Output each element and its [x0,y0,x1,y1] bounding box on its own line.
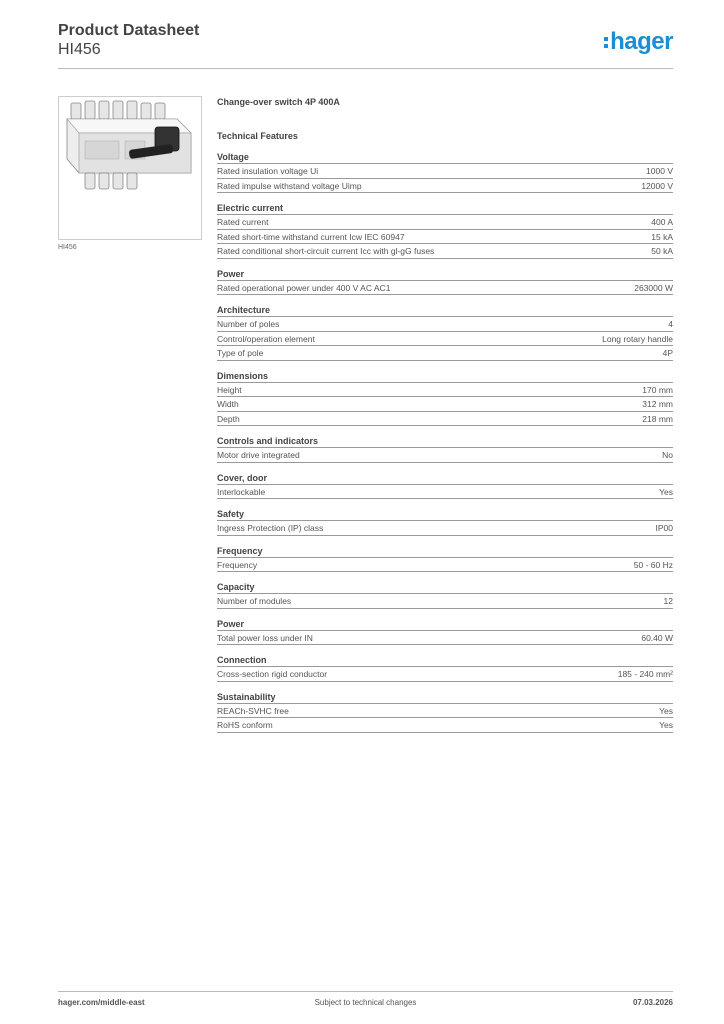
section-title: Cover, door [217,472,673,485]
feature-row [217,317,673,332]
logo-dots-icon [604,37,608,48]
feature-label: REACh-SVHC free [217,705,289,716]
feature-section [217,370,673,427]
feature-section [217,472,673,500]
footer-divider [58,991,673,992]
change-over-switch-icon [59,97,201,239]
feature-label: Ingress Protection (IP) class [217,523,324,533]
feature-label: Number of poles [217,319,280,329]
feature-row [217,704,673,719]
feature-value: 263000 W [634,282,673,293]
feature-label: Frequency [217,559,258,570]
feature-value: 12 [663,596,673,606]
feature-label: Type of pole [217,348,264,358]
feature-row [217,332,673,347]
section-title: Capacity [217,581,673,594]
product-image [58,96,202,240]
feature-value: 4P [662,348,673,358]
header-divider [58,68,673,69]
feature-label: Control/operation element [217,333,315,344]
feature-row [217,397,673,412]
feature-row [217,448,673,463]
feature-value: 400 A [651,217,673,227]
feature-value: Yes [659,705,673,716]
feature-row [217,594,673,609]
feature-section [217,435,673,463]
feature-label: Interlockable [217,486,266,497]
feature-row [217,485,673,500]
feature-value: 312 mm [642,399,673,409]
feature-label: Rated insulation voltage Ui [217,166,319,176]
section-title: Electric current [217,202,673,215]
feature-label: RoHS conform [217,720,273,730]
feature-label: Total power loss under IN [217,632,313,643]
feature-value: IP00 [655,523,673,533]
feature-label: Motor drive integrated [217,450,300,460]
feature-row [217,281,673,296]
feature-label: Depth [217,413,240,424]
feature-row [217,230,673,245]
section-title: Frequency [217,545,673,558]
footer-date: 07.03.2026 [632,998,673,1007]
feature-value: 15 kA [651,231,673,242]
product-name: Change-over switch 4P 400A [217,97,340,107]
section-title: Sustainability [217,691,673,704]
features-list [217,151,673,733]
technical-features-heading: Technical Features [217,131,298,141]
feature-value: Long rotary handle [602,333,673,344]
feature-row [217,215,673,230]
feature-section [217,508,673,536]
feature-label: Rated impulse withstand voltage Uimp [217,180,362,191]
feature-value: 60.40 W [641,632,673,643]
feature-value: 218 mm [642,413,673,424]
feature-section [217,545,673,573]
feature-section [217,268,673,296]
feature-value: 170 mm [642,384,673,395]
feature-label: Width [217,399,239,409]
feature-row [217,558,673,573]
feature-section [217,151,673,193]
feature-row [217,412,673,427]
feature-row [217,667,673,682]
logo-text: hager [610,28,673,55]
feature-value: 50 kA [651,246,673,256]
feature-value: Yes [659,720,673,730]
feature-row [217,631,673,646]
page-title: Product Datasheet [58,22,200,39]
product-code: HI456 [58,41,101,58]
section-title: Connection [217,654,673,667]
section-title: Power [217,268,673,281]
feature-value: 50 - 60 Hz [633,559,673,570]
feature-row [217,164,673,179]
feature-label: Number of modules [217,596,292,606]
section-title: Controls and indicators [217,435,673,448]
feature-row [217,179,673,194]
image-caption: HI456 [58,244,77,251]
hager-logo [604,28,673,56]
feature-label: Height [217,384,242,395]
page-header [58,22,673,68]
feature-section [217,691,673,733]
feature-value: 1000 V [646,166,673,176]
feature-section [217,581,673,609]
section-title: Safety [217,508,673,521]
feature-value: No [662,450,673,460]
datasheet-content [217,96,673,742]
section-title: Architecture [217,304,673,317]
feature-value: 4 [668,319,673,329]
footer-website: hager.com/middle-east [58,998,145,1007]
feature-section [217,654,673,682]
feature-label: Rated conditional short-circuit current Icc with gl-gG fuses [217,246,435,256]
feature-row [217,244,673,259]
feature-row [217,383,673,398]
feature-value: 12000 V [641,180,673,191]
feature-value: 185 - 240 mm² [617,669,673,679]
footer-notice: Subject to technical changes [314,998,417,1007]
feature-label: Cross-section rigid conductor [217,669,328,679]
feature-label: Rated short-time withstand current Icw IEC 60947 [217,231,405,242]
section-title: Dimensions [217,370,673,383]
feature-row [217,346,673,361]
section-title: Power [217,618,673,631]
feature-section [217,618,673,646]
feature-row [217,718,673,733]
feature-row [217,521,673,536]
feature-label: Rated operational power under 400 V AC AC1 [217,282,391,293]
feature-value: Yes [659,486,673,497]
section-title: Voltage [217,151,673,164]
feature-section [217,304,673,361]
feature-label: Rated current [217,217,269,227]
feature-section [217,202,673,259]
